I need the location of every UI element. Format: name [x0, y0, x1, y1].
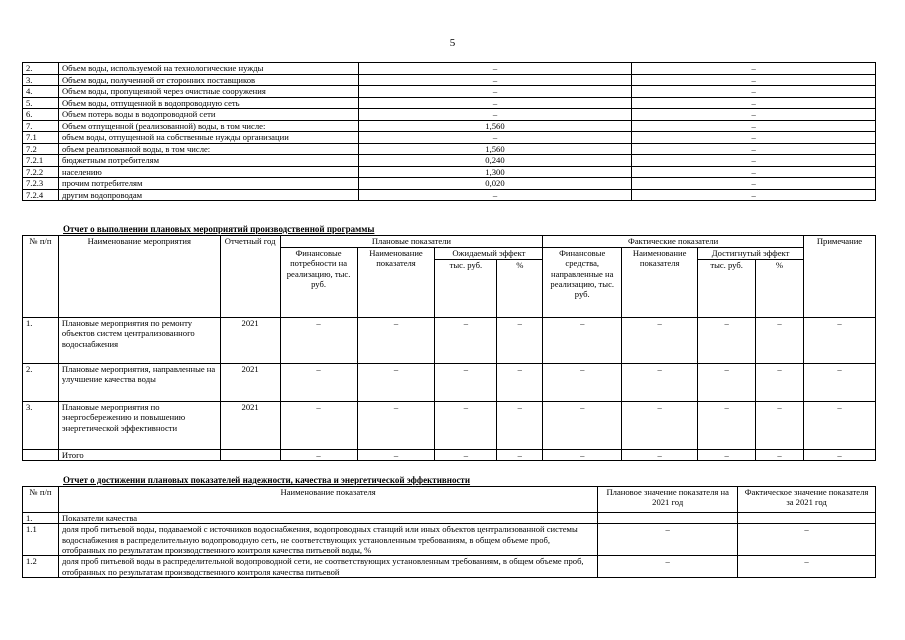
row-cell: –	[622, 318, 698, 364]
row-cell: –	[357, 402, 435, 450]
header-year: Отчетный год	[220, 236, 280, 318]
total-cell: –	[803, 450, 875, 461]
header-thous-rub-actual: тыс. руб.	[698, 260, 756, 318]
header-planned: Плановые показатели	[280, 236, 543, 248]
total-cell: –	[756, 450, 804, 461]
row-cell: –	[622, 364, 698, 402]
table-row	[23, 556, 876, 578]
row-plan-value: –	[598, 556, 738, 578]
row-num: 6.	[23, 109, 59, 121]
header-actual: Фактические показатели	[543, 236, 804, 248]
row-year: 2021	[220, 318, 280, 364]
total-cell: –	[280, 450, 357, 461]
row-cell: –	[357, 364, 435, 402]
row-num: 7.1	[23, 132, 59, 144]
row-indicator-name: доля проб питьевой воды в распределительной водопроводной сети, не соответствующих установленным требованиям, в общем объеме проб, отобранных по результатам производственного контроля качества питьевой	[58, 556, 597, 578]
measures-table	[22, 235, 876, 461]
table-row	[23, 143, 876, 155]
row-cell: –	[497, 402, 543, 450]
table-row	[23, 166, 876, 178]
row-fact-value: –	[632, 132, 876, 144]
row-indicator-name: Показатели качества	[58, 513, 597, 524]
total-cell: –	[357, 450, 435, 461]
row-name: объем воды, отпущенной на собственные нужды организации	[58, 132, 358, 144]
water-volume-table	[22, 62, 876, 201]
header-plan-value: Плановое значение показателя на 2021 год	[598, 487, 738, 513]
row-fact-value: –	[632, 155, 876, 167]
row-num: 5.	[23, 97, 59, 109]
row-fact-value: –	[632, 86, 876, 98]
row-cell: –	[435, 402, 497, 450]
row-name: Объем воды, используемой на технологические нужды	[58, 63, 358, 75]
row-cell: –	[280, 364, 357, 402]
row-fact-value: –	[738, 524, 876, 556]
table-row	[23, 402, 876, 450]
table-row	[23, 97, 876, 109]
row-measure-name: Плановые мероприятия по энергосбережению и повышению энергетической эффективности	[58, 402, 220, 450]
table-row	[23, 86, 876, 98]
row-plan-value: –	[358, 74, 632, 86]
row-name: прочим потребителям	[58, 178, 358, 190]
header-percent-plan: %	[497, 260, 543, 318]
table-row	[23, 132, 876, 144]
page-number: 5	[449, 37, 456, 49]
table-row	[23, 524, 876, 556]
header-percent-actual: %	[756, 260, 804, 318]
header-note: Примечание	[803, 236, 875, 318]
row-cell: –	[698, 318, 756, 364]
row-cell: –	[698, 402, 756, 450]
row-plan-value: 1,300	[358, 166, 632, 178]
total-num	[23, 450, 59, 461]
table-row	[23, 63, 876, 75]
row-num: 7.2.1	[23, 155, 59, 167]
header-indicator-name-plan: Наименование показателя	[357, 248, 435, 318]
header-num: № п/п	[23, 487, 59, 513]
row-num: 1.	[23, 513, 59, 524]
row-plan-value	[598, 513, 738, 524]
row-num: 7.2.4	[23, 189, 59, 201]
row-fact-value: –	[632, 97, 876, 109]
table-row	[23, 109, 876, 121]
row-name: Объем воды, полученной от сторонних поставщиков	[58, 74, 358, 86]
row-name: Объем потерь воды в водопроводной сети	[58, 109, 358, 121]
row-fact-value: –	[632, 189, 876, 201]
total-cell: –	[622, 450, 698, 461]
table-row	[23, 189, 876, 201]
row-name: Объем воды, пропущенной через очистные сооружения	[58, 86, 358, 98]
row-num: 7.2.3	[23, 178, 59, 190]
row-cell: –	[435, 318, 497, 364]
row-cell: –	[497, 318, 543, 364]
row-cell: –	[357, 318, 435, 364]
row-cell: –	[622, 402, 698, 450]
row-num: 7.	[23, 120, 59, 132]
row-fact-value: –	[632, 166, 876, 178]
row-num: 1.1	[23, 524, 59, 556]
row-cell: –	[698, 364, 756, 402]
row-measure-name: Плановые мероприятия, направленные на улучшение качества воды	[58, 364, 220, 402]
table-row	[23, 178, 876, 190]
row-cell: –	[756, 364, 804, 402]
row-num: 2.	[23, 364, 59, 402]
row-name: объем реализованной воды, в том числе:	[58, 143, 358, 155]
row-year: 2021	[220, 364, 280, 402]
header-measure-name: Наименование мероприятия	[58, 236, 220, 318]
table-row	[23, 318, 876, 364]
section-title-indicators: Отчет о достижении плановых показателей надежности, качества и энергетической эффективности	[63, 475, 471, 485]
row-cell: –	[803, 402, 875, 450]
row-fact-value: –	[632, 120, 876, 132]
row-plan-value: –	[358, 86, 632, 98]
header-expected-effect: Ожидаемый эффект	[435, 248, 543, 260]
row-num: 3.	[23, 402, 59, 450]
row-indicator-name: доля проб питьевой воды, подаваемой с источников водоснабжения, водопроводных станций или иных объектов централизованной системы водоснабжения в распределительную водопроводную сеть, не соответствующих установленным требованиям, в общем объеме проб, отобранных по результатам производственного контроля качества питьевой воды, %	[58, 524, 597, 556]
row-plan-value: 0,240	[358, 155, 632, 167]
row-cell: –	[803, 364, 875, 402]
table-row	[23, 74, 876, 86]
row-plan-value: –	[358, 63, 632, 75]
header-indicator-name-actual: Наименование показателя	[622, 248, 698, 318]
row-plan-value: 0,020	[358, 178, 632, 190]
row-plan-value: –	[358, 132, 632, 144]
row-fact-value: –	[632, 143, 876, 155]
total-cell: –	[543, 450, 622, 461]
header-fin-need: Финансовые потребности на реализацию, тыс. руб.	[280, 248, 357, 318]
header-fact-value: Фактическое значение показателя за 2021 год	[738, 487, 876, 513]
row-cell: –	[543, 364, 622, 402]
row-cell: –	[280, 402, 357, 450]
row-plan-value: 1,560	[358, 120, 632, 132]
total-label: Итого	[58, 450, 220, 461]
row-num: 7.2	[23, 143, 59, 155]
row-num: 2.	[23, 63, 59, 75]
row-fact-value: –	[632, 109, 876, 121]
row-plan-value: –	[358, 109, 632, 121]
total-cell: –	[435, 450, 497, 461]
row-num: 3.	[23, 74, 59, 86]
row-num: 4.	[23, 86, 59, 98]
row-cell: –	[543, 318, 622, 364]
row-cell: –	[803, 318, 875, 364]
table-row	[23, 364, 876, 402]
row-measure-name: Плановые мероприятия по ремонту объектов систем централизованного водоснабжения	[58, 318, 220, 364]
row-year: 2021	[220, 402, 280, 450]
row-name: Объем отпущенной (реализованной) воды, в том числе:	[58, 120, 358, 132]
header-indicator-name: Наименование показателя	[58, 487, 597, 513]
row-name: бюджетным потребителям	[58, 155, 358, 167]
row-fact-value	[738, 513, 876, 524]
row-plan-value: –	[358, 97, 632, 109]
table-row	[23, 120, 876, 132]
row-cell: –	[497, 364, 543, 402]
row-fact-value: –	[738, 556, 876, 578]
total-cell: –	[497, 450, 543, 461]
row-cell: –	[543, 402, 622, 450]
row-num: 1.	[23, 318, 59, 364]
row-fact-value: –	[632, 74, 876, 86]
header-fin-means: Финансовые средства, направленные на реализацию, тыс. руб.	[543, 248, 622, 318]
indicators-table	[22, 486, 876, 578]
section-title-measures: Отчет о выполнении плановых мероприятий производственной программы	[63, 224, 375, 234]
row-name: Объем воды, отпущенной в водопроводную сеть	[58, 97, 358, 109]
row-num: 1.2	[23, 556, 59, 578]
row-cell: –	[756, 318, 804, 364]
total-cell: –	[698, 450, 756, 461]
row-cell: –	[435, 364, 497, 402]
header-achieved-effect: Достигнутый эффект	[698, 248, 804, 260]
row-fact-value: –	[632, 178, 876, 190]
header-num: № п/п	[23, 236, 59, 318]
row-name: населению	[58, 166, 358, 178]
row-name: другим водопроводам	[58, 189, 358, 201]
row-plan-value: –	[598, 524, 738, 556]
table-row	[23, 155, 876, 167]
row-plan-value: –	[358, 189, 632, 201]
row-cell: –	[280, 318, 357, 364]
total-year	[220, 450, 280, 461]
row-cell: –	[756, 402, 804, 450]
total-row	[23, 450, 876, 461]
header-thous-rub-plan: тыс. руб.	[435, 260, 497, 318]
row-num: 7.2.2	[23, 166, 59, 178]
row-fact-value: –	[632, 63, 876, 75]
table-row	[23, 513, 876, 524]
row-plan-value: 1,560	[358, 143, 632, 155]
